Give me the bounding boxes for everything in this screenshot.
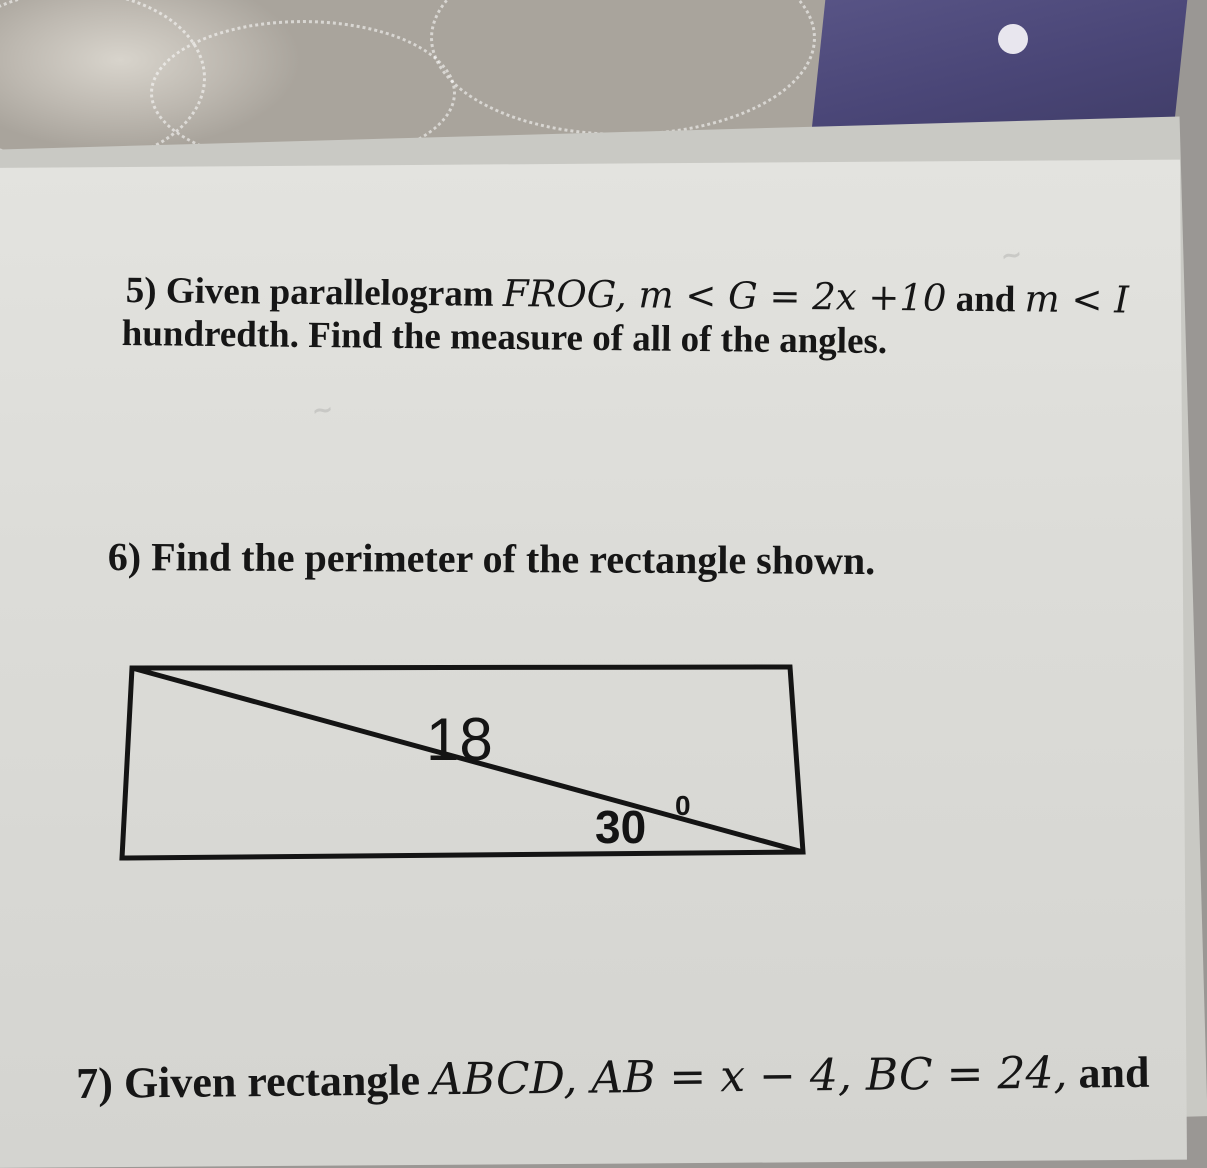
problem-5-number: 5) (125, 269, 157, 312)
quilt-polka-dot (998, 24, 1028, 54)
problem-6-number: 6) (107, 534, 142, 580)
bleed-through-marks: ~ (998, 239, 1025, 273)
rectangle-figure (110, 655, 820, 875)
problem-5-equation: FROG, m < G = 2x +10 (502, 271, 947, 320)
problem-5-equation-2: m < I (1024, 277, 1130, 322)
bleed-through-marks: ~ (310, 394, 336, 427)
angle-label: 30 (595, 801, 647, 853)
angle-degree-mark: 0 (675, 790, 691, 821)
diagonal-length-label: 18 (426, 706, 493, 773)
problem-7-and: and (1078, 1047, 1150, 1098)
problem-7-number: 7) (76, 1058, 114, 1108)
problem-5-text: Given parallelogram (165, 270, 494, 315)
problem-5-and: and (955, 278, 1016, 321)
problem-6-text: Find the perimeter of the rectangle shown. (151, 534, 876, 584)
problem-6-prompt (108, 533, 876, 584)
problem-5-line-2: hundredth. Find the measure of all of the angles. (121, 312, 888, 363)
problem-7-equation: ABCD, AB = x − 4, BC = 24, (430, 1047, 1068, 1106)
problem-7-text: Given rectangle (123, 1055, 421, 1108)
quilt-stitch-curve (430, 0, 816, 136)
